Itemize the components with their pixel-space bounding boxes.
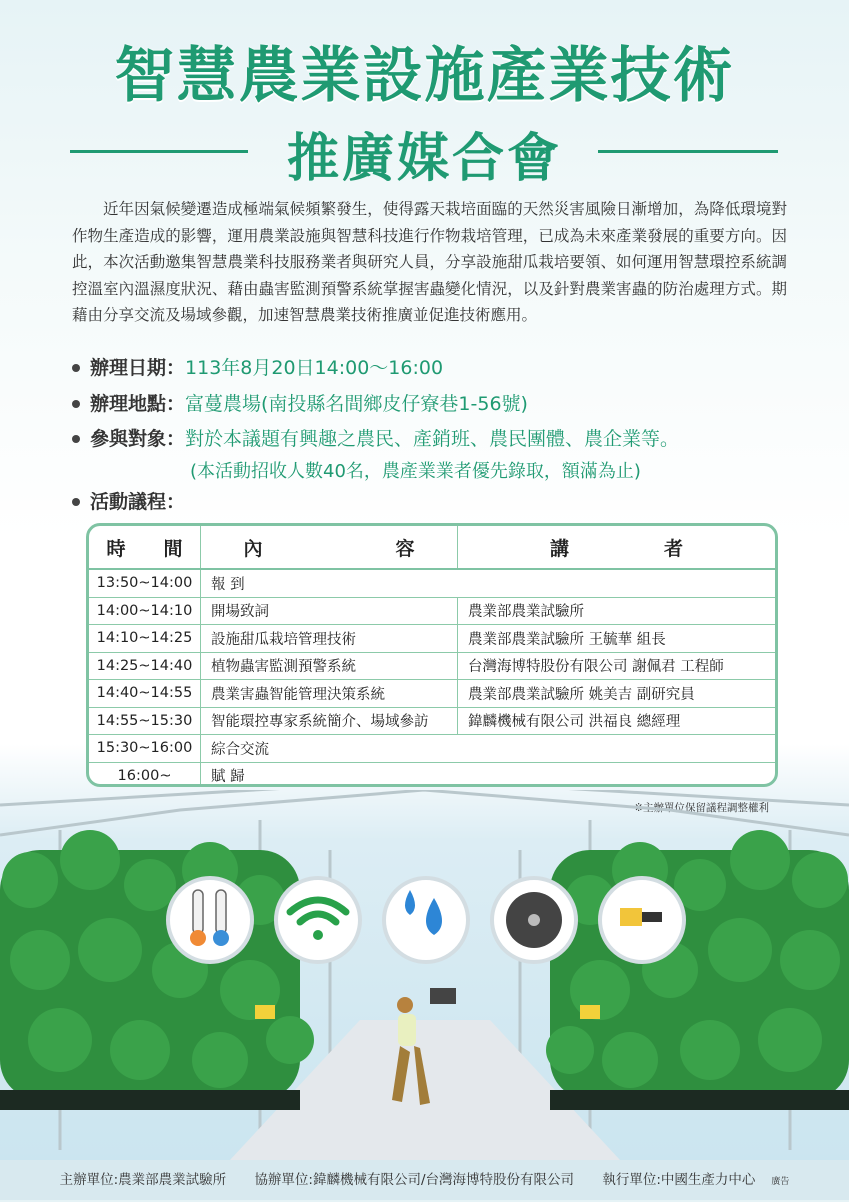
subtitle-row bbox=[0, 116, 849, 189]
cell-topic: 設施甜瓜栽培管理技術 bbox=[201, 625, 458, 653]
footer-ad: 廣告 bbox=[771, 1177, 790, 1187]
table-row bbox=[89, 597, 775, 625]
info-date: 辦理日期：113年8月20日14:00～16:00 bbox=[72, 353, 812, 380]
page-subtitle: 推廣媒合會 bbox=[286, 129, 562, 189]
fan-icon bbox=[492, 878, 576, 962]
info-agenda: 活動議程： bbox=[72, 487, 812, 514]
info-audience: 參與對象：對於本議題有興趣之農民、產銷班、農民團體、農企業等。 bbox=[72, 424, 812, 451]
cell-time: 14:25~14:40 bbox=[89, 652, 201, 680]
intro-paragraph: 近年因氣候變遷造成極端氣候頻繁發生，使得露天栽培面臨的天然災害風險日漸增加，為降低環境對作物生產造成的影響，運用農業設施與智慧科技進行作物栽培管理，已成為未來產業發展的重要方向。因此，本次活動邀集智慧農業科技服務業者與研究人員，分享設施甜瓜栽培要領、如何運用智慧環控系統調控溫室內溫濕度狀況、藉由蟲害監測預警系統掌握害蟲變化情況，以及針對農業害蟲的防治處理方式。期藉由分享交流及場域參觀，加速智慧農業技術推廣並促進技術應用。 bbox=[72, 200, 787, 324]
table-row bbox=[89, 625, 775, 653]
bullet-icon bbox=[72, 498, 80, 506]
schedule-table bbox=[86, 523, 778, 787]
cell-time: 15:30~16:00 bbox=[89, 735, 201, 763]
table-row bbox=[89, 680, 775, 708]
table-row bbox=[89, 707, 775, 735]
thermometer-icon bbox=[168, 878, 252, 962]
cell-topic: 農業害蟲智能管理決策系統 bbox=[201, 680, 458, 708]
wifi-icon bbox=[276, 878, 360, 962]
footer-co-host: 協辦單位:鍏麟機械有限公司/台灣海博特股份有限公司 bbox=[254, 1172, 575, 1188]
cell-topic: 賦 歸 bbox=[201, 762, 776, 787]
cell-time: 14:40~14:55 bbox=[89, 680, 201, 708]
greenhouse-illustration bbox=[0, 790, 849, 1160]
cell-time: 14:55~15:30 bbox=[89, 707, 201, 735]
bullet-icon bbox=[72, 435, 80, 443]
info-place: 辦理地點：富蔓農場(南投縣名間鄉皮仔寮巷1-56號) bbox=[72, 389, 812, 416]
cell-speaker: 農業部農業試驗所 姚美吉 副研究員 bbox=[458, 680, 776, 708]
cell-topic: 開場致詞 bbox=[201, 597, 458, 625]
bullet-icon bbox=[72, 364, 80, 372]
info-audience-note: (本活動招收人數40名，農產業業者優先錄取，額滿為止) bbox=[190, 461, 641, 482]
cell-topic: 報 到 bbox=[201, 569, 776, 597]
cell-speaker: 台灣海博特股份有限公司 謝佩君 工程師 bbox=[458, 652, 776, 680]
table-row bbox=[89, 735, 775, 763]
footer-bar bbox=[0, 1160, 849, 1200]
cell-topic: 綜合交流 bbox=[201, 735, 776, 763]
cell-time: 14:10~14:25 bbox=[89, 625, 201, 653]
cell-topic: 智能環控專家系統簡介、場域參訪 bbox=[201, 707, 458, 735]
header-speaker: 講 者 bbox=[458, 526, 776, 569]
bullet-icon bbox=[72, 400, 80, 408]
header-content: 內 容 bbox=[201, 526, 458, 569]
table-row bbox=[89, 652, 775, 680]
table-row bbox=[89, 762, 775, 787]
cell-time: 13:50~14:00 bbox=[89, 569, 201, 597]
page-title: 智慧農業設施產業技術 bbox=[114, 41, 735, 111]
cell-speaker: 農業部農業試驗所 王毓華 組長 bbox=[458, 625, 776, 653]
agenda-note: ※主辦單位保留議程調整權利 bbox=[634, 802, 769, 814]
footer-host: 主辦單位:農業部農業試驗所 bbox=[59, 1172, 227, 1188]
cell-time: 14:00~14:10 bbox=[89, 597, 201, 625]
cell-topic: 植物蟲害監測預警系統 bbox=[201, 652, 458, 680]
cell-time: 16:00~ bbox=[89, 762, 201, 787]
water-drops-icon bbox=[384, 878, 468, 962]
table-row bbox=[89, 569, 775, 597]
footer-executor: 執行單位:中國生產力中心 bbox=[602, 1172, 756, 1188]
header-time: 時 間 bbox=[89, 526, 201, 569]
sensor-device-icon bbox=[600, 878, 684, 962]
cell-speaker: 鍏麟機械有限公司 洪福良 總經理 bbox=[458, 707, 776, 735]
cell-speaker: 農業部農業試驗所 bbox=[458, 597, 776, 625]
